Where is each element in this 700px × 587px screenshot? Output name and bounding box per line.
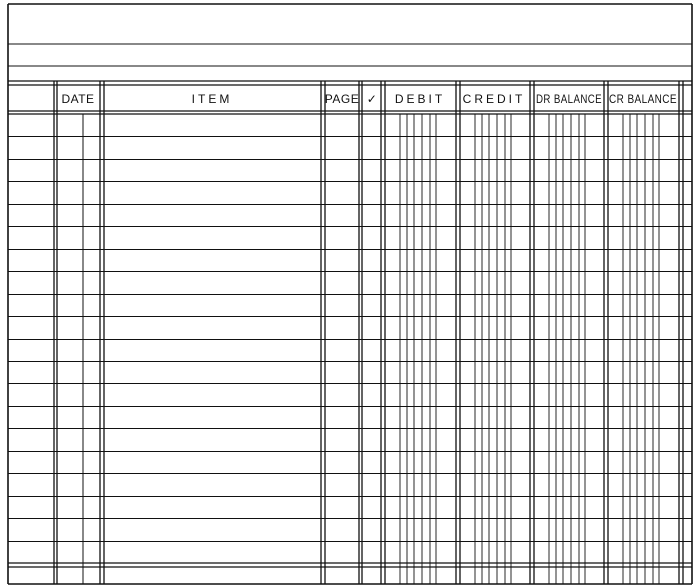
header-debit: DEBIT	[394, 92, 446, 106]
ledger-rules	[8, 4, 692, 584]
header-cr-balance: CR BALANCE	[609, 92, 677, 106]
header-dr-balance: DR BALANCE	[536, 92, 602, 106]
header-date: DATE	[61, 92, 95, 106]
header-check: ✓	[366, 92, 378, 106]
header-labels	[61, 92, 677, 106]
header-item: ITEM	[191, 92, 233, 106]
header-page: PAGE	[324, 92, 360, 106]
header-credit: CREDIT	[462, 92, 526, 106]
